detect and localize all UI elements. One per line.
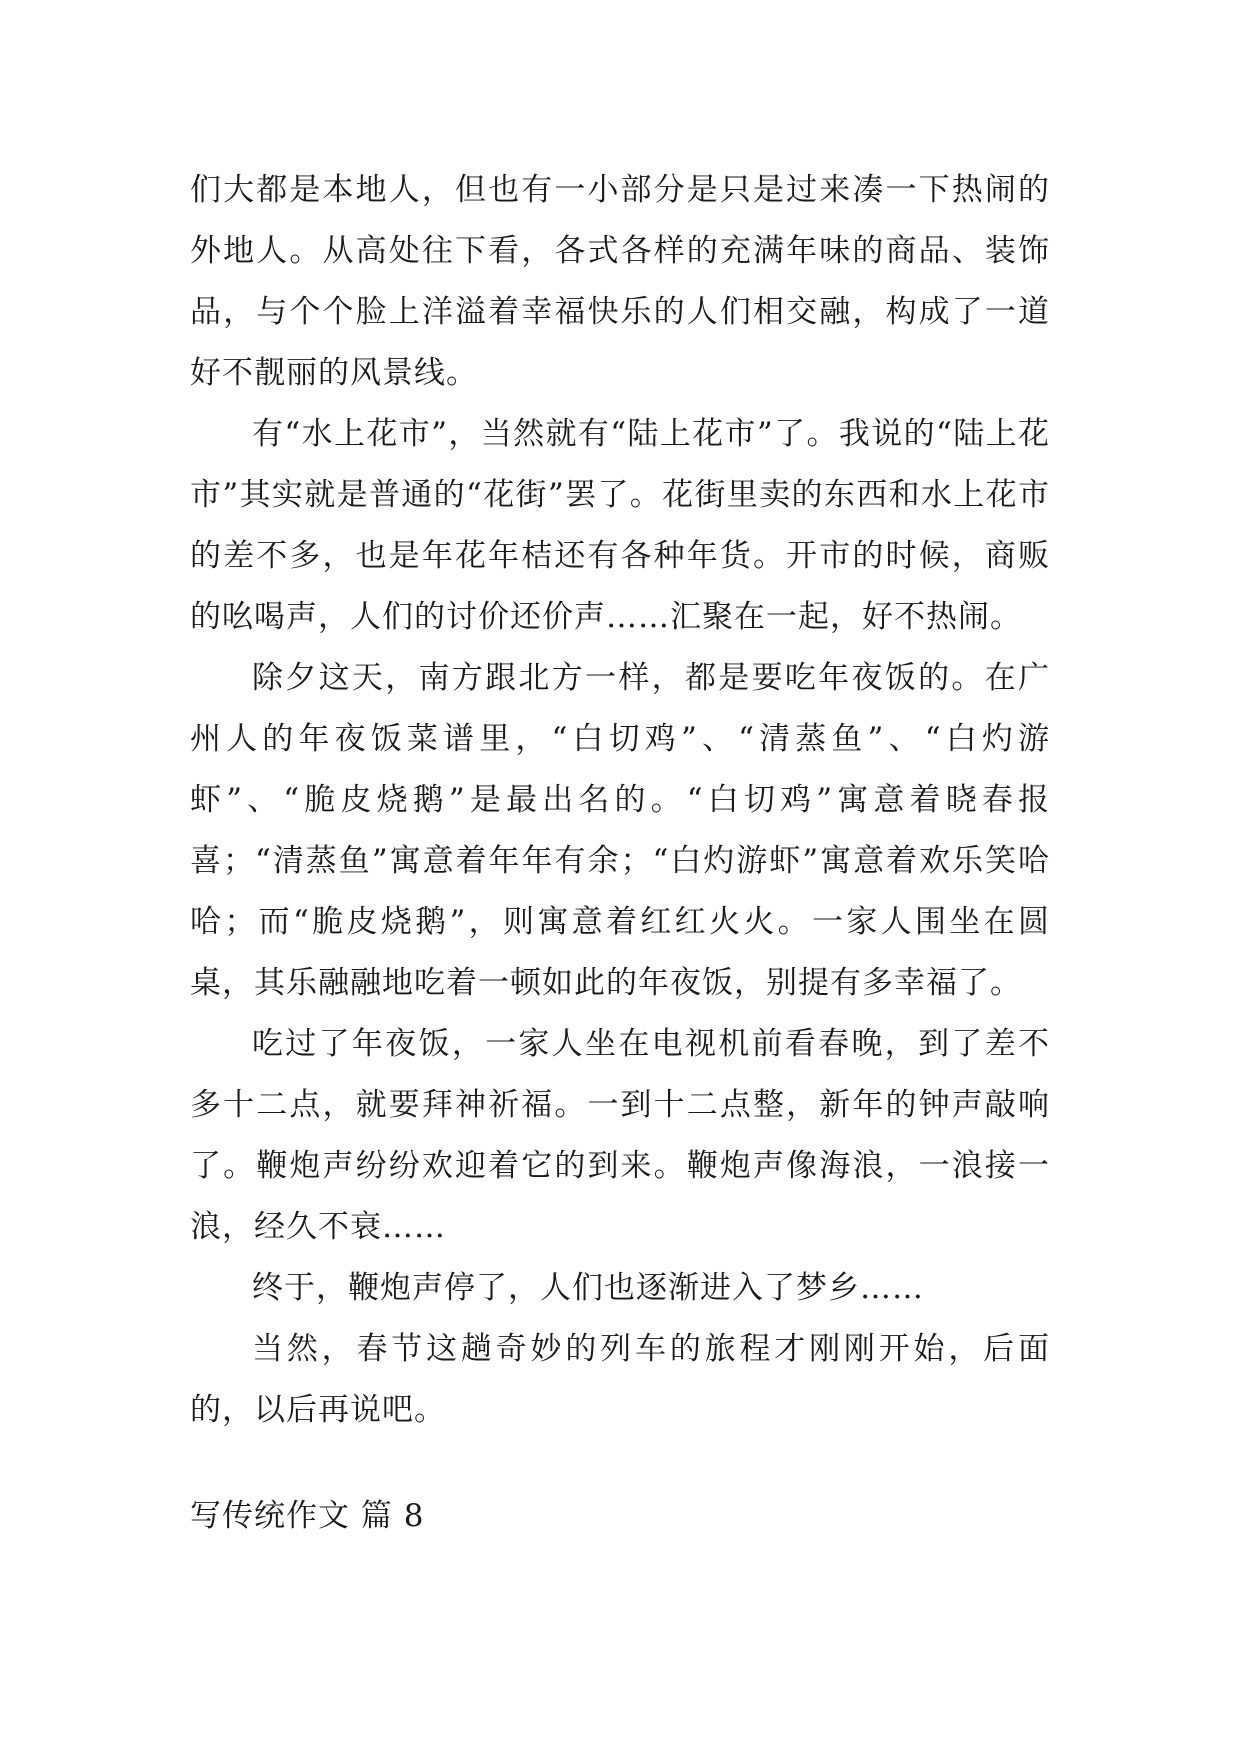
paragraph-1: 们大都是本地人，但也有一小部分是只是过来凑一下热闹的外地人。从高处往下看，各式各样的充满年味的商品、装饰品，与个个脸上洋溢着幸福快乐的人们相交融，构成了一道好不靓丽的风景线。 (190, 172, 1050, 391)
paragraph-5: 终于，鞭炮声停了，人们也逐渐进入了梦乡…… (252, 1270, 924, 1306)
paragraph-2: 有“水上花市”，当然就有“陆上花市”了。我说的“陆上花市”其实就是普通的“花街”罢了。花街里卖的东西和水上花市的差不多，也是年花年桔还有各种年货。开市的时候，商贩的吆喝声，人们的讨价还价声……汇聚在一起，好不热闹。 (190, 416, 1050, 635)
paragraph-4: 吃过了年夜饭，一家人坐在电视机前看春晚，到了差不多十二点，就要拜神祈福。一到十二点整，新年的钟声敲响了。鞭炮声纷纷欢迎着它的到来。鞭炮声像海浪，一浪接一浪，经久不衰…… (190, 1026, 1050, 1245)
section-heading: 写传统作文 篇 8 (190, 1498, 425, 1534)
body-text (190, 160, 1050, 1441)
paragraph-3: 除夕这天，南方跟北方一样，都是要吃年夜饭的。在广州人的年夜饭菜谱里，“白切鸡”、“清蒸鱼”、“白灼游虾”、“脆皮烧鹅”是最出名的。“白切鸡”寓意着晓春报喜；“清蒸鱼”寓意着年年有余；“白灼游虾”寓意着欢乐笑哈哈；而“脆皮烧鹅”，则寓意着红红火火。一家人围坐在圆桌，其乐融融地吃着一顿如此的年夜饭，别提有多幸福了。 (190, 660, 1050, 1001)
paragraph-6: 当然，春节这趟奇妙的列车的旅程才刚刚开始，后面的，以后再说吧。 (190, 1331, 1050, 1428)
